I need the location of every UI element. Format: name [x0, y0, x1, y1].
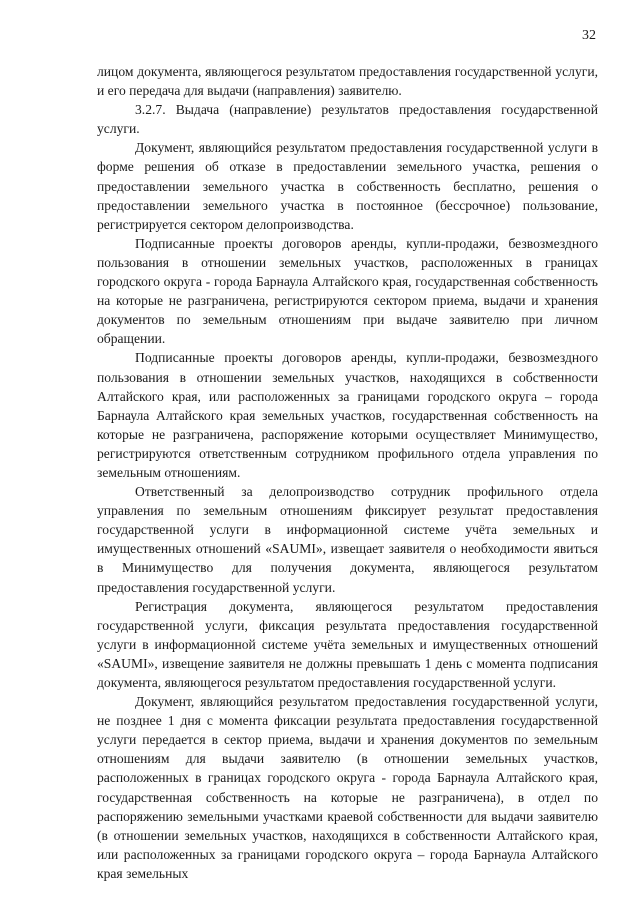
section-heading-3-2-7: 3.2.7. Выдача (направление) результатов предоставления государственной услуги. — [97, 102, 598, 137]
paragraph: Документ, являющийся результатом предоставления государственной услуги в форме решения об отказе в предоставлении земельного участка, решения о предоставлении земельного участка в собственность бесплатно, решения о предоставлении земельного участка в постоянное (бессрочное) пользование, регистрируется сектором делопроизводства. — [97, 140, 598, 232]
document-body — [97, 62, 598, 883]
paragraph: Подписанные проекты договоров аренды, купли-продажи, безвозмездного пользования в отношении земельных участков, расположенных в границах городского округа - города Барнаула Алтайского края, государственная собственность на которые не разграничена, регистрируются сектором приема, выдачи и хранения документов по земельным отношениям при выдаче заявителю при личном обращении. — [97, 235, 598, 347]
paragraph: Документ, являющийся результатом предоставления государственной услуги, не позднее 1 дня с момента фиксации результата предоставления государственной услуги передается в сектор приема, выдачи и хранения документов по земельным отношениям для выдачи заявителю (в отношении земельных участков, расположенных в границах городского округа - города Барнаула Алтайского края, государственная собственность на которые не разграничена), в отдел по распоряжению земельными участками краевой собственности для выдачи заявителю (в отношении земельных участков, находящихся в собственности Алтайского края, или расположенных за границами городского округа – города Барнаула Алтайского края земельных — [97, 694, 598, 881]
paragraph: Ответственный за делопроизводство сотрудник профильного отдела управления по земельным отношениям фиксирует результат предоставления государственной услуги в информационной системе учёта земельных и имущественных отношений «SAUMI», извещает заявителя о необходимости явиться в Минимущество для получения документа, являющегося результатом предоставления государственной услуги. — [97, 484, 598, 595]
page-number: 32 — [582, 28, 596, 43]
paragraph-continuation: лицом документа, являющегося результатом предоставления государственной услуги, и его передача для выдачи (направления) заявителю. — [97, 64, 598, 99]
paragraph: Регистрация документа, являющегося результатом предоставления государственной услуги, фиксация результата предоставления государственной услуги в информационной системе учёта земельных и имущественных отношений «SAUMI», извещение заявителя не должны превышать 1 день с момента подписания документа, являющегося результатом предоставления государственной услуги. — [97, 598, 598, 690]
paragraph: Подписанные проекты договоров аренды, купли-продажи, безвозмездного пользования в отношении земельных участков, находящихся в собственности Алтайского края, или расположенных за границами городского округа – города Барнаула Алтайского края земельных участков, государственная собственность на которые не разграничена, распоряжение которыми осуществляет Минимущество, регистрируются ответственным сотрудником профильного отдела управления по земельным отношениям. — [97, 350, 598, 480]
